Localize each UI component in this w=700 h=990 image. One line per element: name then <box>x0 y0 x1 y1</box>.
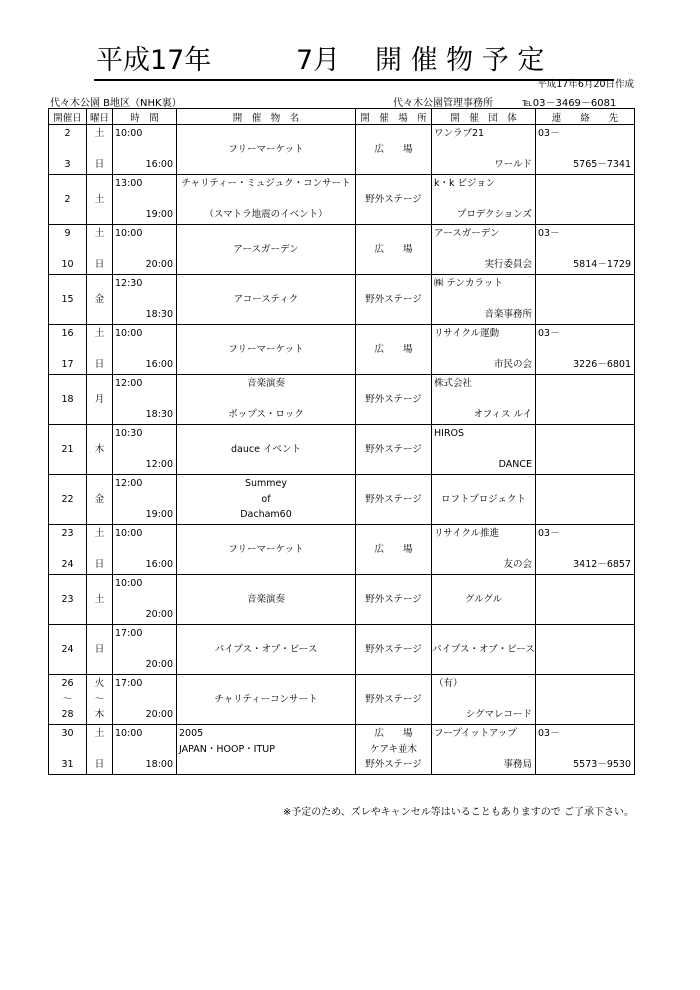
event-organizer: DANCE <box>498 459 532 470</box>
event-time-cell <box>113 325 177 375</box>
event-name: チャリティーコンサート <box>214 694 318 705</box>
event-contact: 5814－1729 <box>573 259 631 270</box>
event-end-time: 12:00 <box>145 459 173 470</box>
event-organizer: プロデクションズ <box>456 209 532 220</box>
event-start-time: 10:30 <box>115 428 143 439</box>
office-name: 代々木公園管理事務所 <box>393 98 493 109</box>
event-day-cell <box>87 675 113 725</box>
event-day: 土 <box>94 194 105 205</box>
table-row <box>49 275 635 325</box>
event-time-cell <box>113 675 177 725</box>
event-name: フリーマーケット <box>228 544 304 555</box>
event-place-cell <box>356 125 432 175</box>
event-end-time: 20:00 <box>145 659 173 670</box>
event-name: ポップス・ロック <box>228 409 304 420</box>
event-time-cell <box>113 625 177 675</box>
event-organizer: リサイクル運動 <box>434 328 500 339</box>
event-date: 18 <box>61 394 74 405</box>
event-date: 24 <box>61 644 74 655</box>
event-time-cell <box>113 175 177 225</box>
event-day-cell <box>87 375 113 425</box>
event-contact-cell <box>536 575 635 625</box>
event-date: 24 <box>61 559 74 570</box>
event-date: 23 <box>61 594 74 605</box>
table-row <box>49 525 635 575</box>
event-start-time: 12:30 <box>115 278 143 289</box>
event-contact-cell <box>536 225 635 275</box>
event-place-cell <box>356 275 432 325</box>
event-name-cell <box>177 675 356 725</box>
event-organizer-cell <box>432 725 536 775</box>
col-date: 開催日 <box>49 109 87 125</box>
table-row <box>49 325 635 375</box>
event-date-cell <box>49 675 87 725</box>
event-date: 26 <box>61 678 74 689</box>
event-date: 17 <box>61 359 74 370</box>
event-date-cell <box>49 575 87 625</box>
event-day: 日 <box>94 359 105 370</box>
event-date-cell <box>49 175 87 225</box>
table-header <box>49 109 635 125</box>
event-end-time: 20:00 <box>145 709 173 720</box>
event-organizer: 実行委員会 <box>484 259 532 270</box>
event-time-cell <box>113 275 177 325</box>
event-name: Dacham60 <box>240 509 292 520</box>
event-date: 30 <box>61 728 74 739</box>
event-day: 木 <box>94 444 105 455</box>
event-end-time: 18:00 <box>145 759 173 770</box>
event-place: 広 場 <box>374 244 413 255</box>
event-contact-cell <box>536 725 635 775</box>
table-row <box>49 675 635 725</box>
event-date-cell <box>49 475 87 525</box>
event-organizer: （有） <box>434 678 463 689</box>
event-start-time: 10:00 <box>115 328 143 339</box>
event-place-cell <box>356 725 432 775</box>
table-row <box>49 725 635 775</box>
event-contact-cell <box>536 525 635 575</box>
event-start-time: 12:00 <box>115 378 143 389</box>
event-date-cell <box>49 225 87 275</box>
event-start-time: 10:00 <box>115 578 143 589</box>
event-end-time: 18:30 <box>145 409 173 420</box>
event-day: 日 <box>94 159 105 170</box>
event-date: 2 <box>64 128 71 139</box>
event-organizer: フープイットアップ <box>434 728 517 739</box>
event-organizer-cell <box>432 175 536 225</box>
table-row <box>49 375 635 425</box>
table-row <box>49 475 635 525</box>
footnote: ※予定のため、ズレやキャンセル等はいることもありますので ご了承下さい。 <box>282 807 634 818</box>
event-place: 野外ステージ <box>365 644 422 655</box>
event-place-cell <box>356 575 432 625</box>
event-time-cell <box>113 575 177 625</box>
event-day-cell <box>87 525 113 575</box>
event-time-cell <box>113 125 177 175</box>
event-place: 野外ステージ <box>365 594 422 605</box>
event-time-cell <box>113 725 177 775</box>
event-place-cell <box>356 375 432 425</box>
event-end-time: 18:30 <box>145 309 173 320</box>
event-name-cell <box>177 375 356 425</box>
table-row <box>49 425 635 475</box>
event-day-cell <box>87 125 113 175</box>
col-contact: 連 絡 先 <box>536 109 635 125</box>
event-start-time: 10:00 <box>115 528 143 539</box>
event-day: 土 <box>94 594 105 605</box>
event-contact: 5573－9530 <box>573 759 631 770</box>
event-name: 音楽演奏 <box>246 594 285 605</box>
event-organizer: アースガーデン <box>434 228 500 239</box>
event-contact-cell <box>536 125 635 175</box>
event-end-time: 16:00 <box>145 159 173 170</box>
event-place: 広 場 <box>374 144 413 155</box>
event-date-cell <box>49 325 87 375</box>
event-place-cell <box>356 675 432 725</box>
event-day-cell <box>87 475 113 525</box>
event-organizer-cell <box>432 575 536 625</box>
event-organizer: 友の会 <box>503 559 532 570</box>
event-end-time: 16:00 <box>145 359 173 370</box>
event-organizer-cell <box>432 625 536 675</box>
event-day: 木 <box>94 709 105 720</box>
event-date-cell <box>49 275 87 325</box>
event-date: 10 <box>61 259 74 270</box>
title-heading: 開 催 物 予 定 <box>375 45 545 76</box>
event-organizer-cell <box>432 225 536 275</box>
event-contact: 03－ <box>538 728 560 739</box>
event-day-cell <box>87 275 113 325</box>
event-name-cell <box>177 125 356 175</box>
event-day-cell <box>87 225 113 275</box>
event-organizer: グルグル <box>464 594 503 605</box>
event-start-time: 10:00 <box>115 728 143 739</box>
event-place: 野外ステージ <box>365 194 422 205</box>
event-contact-cell <box>536 175 635 225</box>
event-place: 野外ステージ <box>365 694 422 705</box>
event-organizer: k・k ビジョン <box>434 178 496 189</box>
event-contact: 3412－6857 <box>573 559 631 570</box>
event-date-cell <box>49 725 87 775</box>
event-date: 16 <box>61 328 74 339</box>
event-contact: 03－ <box>538 528 560 539</box>
location: 代々木公園 B地区（NHK裏） <box>50 98 182 109</box>
event-date-cell <box>49 125 87 175</box>
event-time-cell <box>113 425 177 475</box>
event-name-cell <box>177 275 356 325</box>
event-date: 22 <box>61 494 74 505</box>
table-row <box>49 625 635 675</box>
event-name-cell <box>177 625 356 675</box>
event-organizer-cell <box>432 325 536 375</box>
event-date-cell <box>49 375 87 425</box>
event-name-cell <box>177 175 356 225</box>
event-organizer: ㈱ テンカラット <box>434 278 503 289</box>
event-organizer: ロフトプロジェクト <box>440 494 527 505</box>
event-place-cell <box>356 225 432 275</box>
event-end-time: 20:00 <box>145 259 173 270</box>
event-date: 31 <box>61 759 74 770</box>
event-place-cell <box>356 475 432 525</box>
event-name: アコースティク <box>233 294 299 305</box>
event-organizer: ワールド <box>494 159 532 170</box>
event-place: 野外ステージ <box>365 444 422 455</box>
event-day: 金 <box>94 494 105 505</box>
event-date-cell <box>49 425 87 475</box>
event-end-time: 19:00 <box>145 509 173 520</box>
event-day: 日 <box>94 259 105 270</box>
event-contact: 03－ <box>538 328 560 339</box>
event-place: ケアキ並木 <box>369 744 418 755</box>
event-date: 9 <box>64 228 71 239</box>
event-date: 21 <box>61 444 74 455</box>
event-start-time: 17:00 <box>115 628 143 639</box>
event-place-cell <box>356 525 432 575</box>
event-name-cell <box>177 725 356 775</box>
event-day-cell <box>87 725 113 775</box>
event-day-cell <box>87 625 113 675</box>
event-contact-cell <box>536 475 635 525</box>
event-name: フリーマーケット <box>228 144 304 155</box>
event-name-cell <box>177 325 356 375</box>
event-organizer: 市民の会 <box>493 359 532 370</box>
event-day: 土 <box>94 728 105 739</box>
event-name: Summey <box>244 478 288 489</box>
event-contact: 5765－7341 <box>573 159 631 170</box>
event-organizer: 音楽事務所 <box>484 309 532 320</box>
event-day: 日 <box>94 759 105 770</box>
event-date: 28 <box>61 709 74 720</box>
event-place: 広 場 <box>374 544 413 555</box>
event-start-time: 17:00 <box>115 678 143 689</box>
col-organizer: 開 催 団 体 <box>432 109 536 125</box>
table-row <box>49 175 635 225</box>
event-day: 火 <box>94 678 105 689</box>
event-place-cell <box>356 175 432 225</box>
event-name: 2005 <box>179 728 204 739</box>
event-name-cell <box>177 575 356 625</box>
title-year: 平成17年 <box>96 45 212 76</box>
event-day: 土 <box>94 528 105 539</box>
event-organizer: HIROS <box>434 428 465 439</box>
event-end-time: 19:00 <box>145 209 173 220</box>
event-contact-cell <box>536 425 635 475</box>
event-organizer: リサイクル推進 <box>434 528 500 539</box>
event-start-time: 13:00 <box>115 178 143 189</box>
event-date: 2 <box>64 194 71 205</box>
event-contact: 03－ <box>538 128 560 139</box>
event-day: 土 <box>94 228 105 239</box>
event-name-cell <box>177 425 356 475</box>
event-contact-cell <box>536 325 635 375</box>
event-place: 広 場 <box>374 344 413 355</box>
event-organizer: 事務局 <box>503 759 532 770</box>
event-day: ～ <box>94 694 105 705</box>
event-time-cell <box>113 525 177 575</box>
event-contact-cell <box>536 625 635 675</box>
event-contact-cell <box>536 375 635 425</box>
event-organizer-cell <box>432 525 536 575</box>
event-name: JAPAN・HOOP・ITUP <box>179 744 275 755</box>
event-day: 日 <box>94 559 105 570</box>
event-day: 金 <box>94 294 105 305</box>
col-event: 開 催 物 名 <box>177 109 356 125</box>
event-day-cell <box>87 325 113 375</box>
event-contact: 03－ <box>538 228 560 239</box>
event-name: チャリティー・ミュジュク・コンサート <box>181 178 351 189</box>
created-date: 平成17年6月20日作成 <box>537 79 634 90</box>
event-name: of <box>261 494 271 505</box>
col-day: 曜日 <box>87 109 113 125</box>
event-organizer-cell <box>432 425 536 475</box>
event-date: 23 <box>61 528 74 539</box>
event-end-time: 20:00 <box>145 609 173 620</box>
event-time-cell <box>113 225 177 275</box>
event-place: 野外ステージ <box>365 294 422 305</box>
event-date-cell <box>49 625 87 675</box>
event-organizer-cell <box>432 475 536 525</box>
event-contact-cell <box>536 675 635 725</box>
event-name: アースガーデン <box>233 244 299 255</box>
title-month: 7月 <box>296 45 341 76</box>
event-place: 広 場 <box>374 728 413 739</box>
event-day: 日 <box>94 644 105 655</box>
table-row <box>49 225 635 275</box>
event-date-cell <box>49 525 87 575</box>
event-name: フリーマーケット <box>228 344 304 355</box>
event-day-cell <box>87 575 113 625</box>
page-title <box>94 44 614 78</box>
event-organizer: 株式会社 <box>434 378 473 389</box>
table-row <box>49 575 635 625</box>
title-underline <box>94 79 614 81</box>
event-name: パイプス・オブ・ピース <box>214 644 318 655</box>
event-organizer: ワンラブ21 <box>434 128 485 139</box>
table-row <box>49 125 635 175</box>
event-organizer: オフィス ルイ <box>473 409 532 420</box>
event-organizer: パイプス・オブ・ピース <box>432 644 535 655</box>
event-organizer-cell <box>432 275 536 325</box>
event-date: 15 <box>61 294 74 305</box>
event-contact-cell <box>536 275 635 325</box>
col-place: 開 催 場 所 <box>356 109 432 125</box>
event-organizer-cell <box>432 675 536 725</box>
event-start-time: 10:00 <box>115 228 143 239</box>
event-day: 月 <box>94 394 105 405</box>
office-phone: ℡03－3469－6081 <box>522 98 617 109</box>
event-place: 野外ステージ <box>365 494 422 505</box>
event-date: ～ <box>62 694 73 705</box>
event-name-cell <box>177 225 356 275</box>
event-place-cell <box>356 625 432 675</box>
event-day: 土 <box>94 328 105 339</box>
event-name-cell <box>177 525 356 575</box>
event-date: 3 <box>64 159 71 170</box>
event-start-time: 12:00 <box>115 478 143 489</box>
event-place-cell <box>356 425 432 475</box>
event-end-time: 16:00 <box>145 559 173 570</box>
schedule-table <box>48 108 635 775</box>
col-time: 時 間 <box>113 109 177 125</box>
event-place-cell <box>356 325 432 375</box>
event-name-cell <box>177 475 356 525</box>
event-name: dauce イベント <box>231 444 301 455</box>
event-day-cell <box>87 175 113 225</box>
event-contact: 3226－6801 <box>573 359 631 370</box>
event-name: 音楽演奏 <box>246 378 285 389</box>
event-place: 野外ステージ <box>365 759 422 770</box>
event-organizer-cell <box>432 125 536 175</box>
event-place: 野外ステージ <box>365 394 422 405</box>
event-day-cell <box>87 425 113 475</box>
event-start-time: 10:00 <box>115 128 143 139</box>
event-time-cell <box>113 375 177 425</box>
event-day: 土 <box>94 128 105 139</box>
event-organizer-cell <box>432 375 536 425</box>
event-time-cell <box>113 475 177 525</box>
event-organizer: シグマレコード <box>465 709 532 720</box>
event-name: （スマトラ地震のイベント） <box>204 209 328 220</box>
